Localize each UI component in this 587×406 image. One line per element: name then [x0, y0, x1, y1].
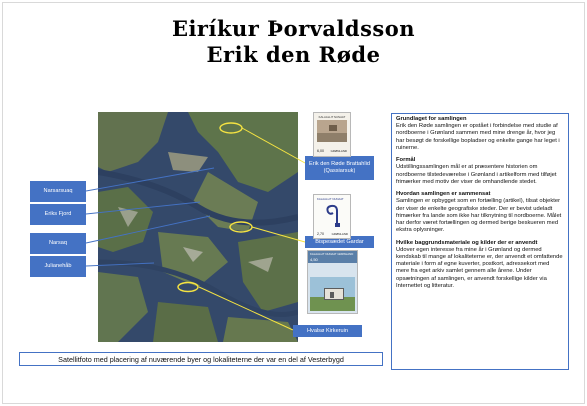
stamp3-picture [310, 277, 355, 311]
label-eriks-fjord: Eriks Fjord [30, 204, 86, 225]
label-hvalsoe: Hvalsø Kirkeruin [293, 325, 362, 337]
info-heading-sammensat: Hvordan samlingen er sammensat [396, 191, 491, 198]
info-panel [391, 113, 569, 370]
info-heading-kilder: Hvilke baggrundsmateriale og kilder der er anvendt [396, 239, 538, 246]
info-text-kilder: Udover egen interesse fra mine år i Grønland og dermed kendskab til mange af lokaliteterne er, der anvendt et omfattende materiale i form af egne kuverter, postkort, adressekort med mere fra eget arkiv samlet gennem alle årene. Under opsætningen af samlingen, er anvendt forskellige kilder via Internettet og litteratur. [396, 246, 563, 289]
label-narsaq: Narsaq [30, 233, 86, 254]
stamp-hvalsoe [307, 250, 358, 314]
info-text-sammensat: Samlingen er opbygget som en fortælling (artikel), tilsat objekter der viser de enkelte geografiske steder. Der er bevist udeladt frimærker fra lande som ikke har tilknytning til nordboerne. Målet har derfor været fortællingen og dermed berige beskueren med ekstra oplysninger. [396, 198, 562, 234]
stamp-gardar [313, 194, 351, 239]
stamp1-value: 6,00 [317, 149, 324, 153]
photo-caption: Satellitfoto med placering af nuværende byer og lokaliteterne der var en del af Vesterbygd [19, 352, 383, 366]
stamp3-header: KALAALLIT NUNAAT GRØNLAND [308, 251, 357, 257]
label-gardar: Bispesædet Gardar [305, 236, 374, 248]
stamp1-picture [317, 120, 347, 142]
info-text-formaal: Udstillingssamlingen mål er at præsentere historien om nordboerne tilstedeværelse i Grønland i artikelform med tilføjet frimærker med motiv der viser de omhandlende stedet. [396, 164, 557, 185]
stamp2-value: 2,70 [317, 232, 324, 236]
stamp2-country: GRØNLAND [331, 232, 348, 236]
label-julianehab: Julianehåb [30, 256, 86, 277]
stamp-brattahlid [313, 112, 351, 157]
label-narsarsuaq: Narsarsuaq [30, 181, 86, 202]
info-heading-grundlaget: Grundlaget for samlingen [396, 116, 467, 122]
bishop-crozier-icon [315, 203, 349, 229]
stamp2-header: KALAALLIT NUNAAT [317, 197, 344, 201]
label-brattahlid: Erik den Røde Brattahlid (Qassiarsuk) [305, 156, 374, 180]
info-text-grundlaget: Erik den Røde samlingen er opstået i forbindelse med studie af nordboerne i Grønland sammen med mine drenge år, hvor jeg har besøgt de forskellige bopladser og enkelte gange har leget i ruinerne. [396, 123, 560, 151]
stamp1-country: GRØNLAND [330, 149, 347, 153]
stamp3-value: 4,50 [308, 257, 357, 263]
page-subtitle: Erik den Røde [206, 42, 381, 67]
info-heading-formaal: Formål [396, 157, 416, 164]
stamp1-header: KALAALLIT NUNAAT [318, 115, 346, 119]
page-title: Eiríkur Þorvaldsson [171, 16, 416, 41]
